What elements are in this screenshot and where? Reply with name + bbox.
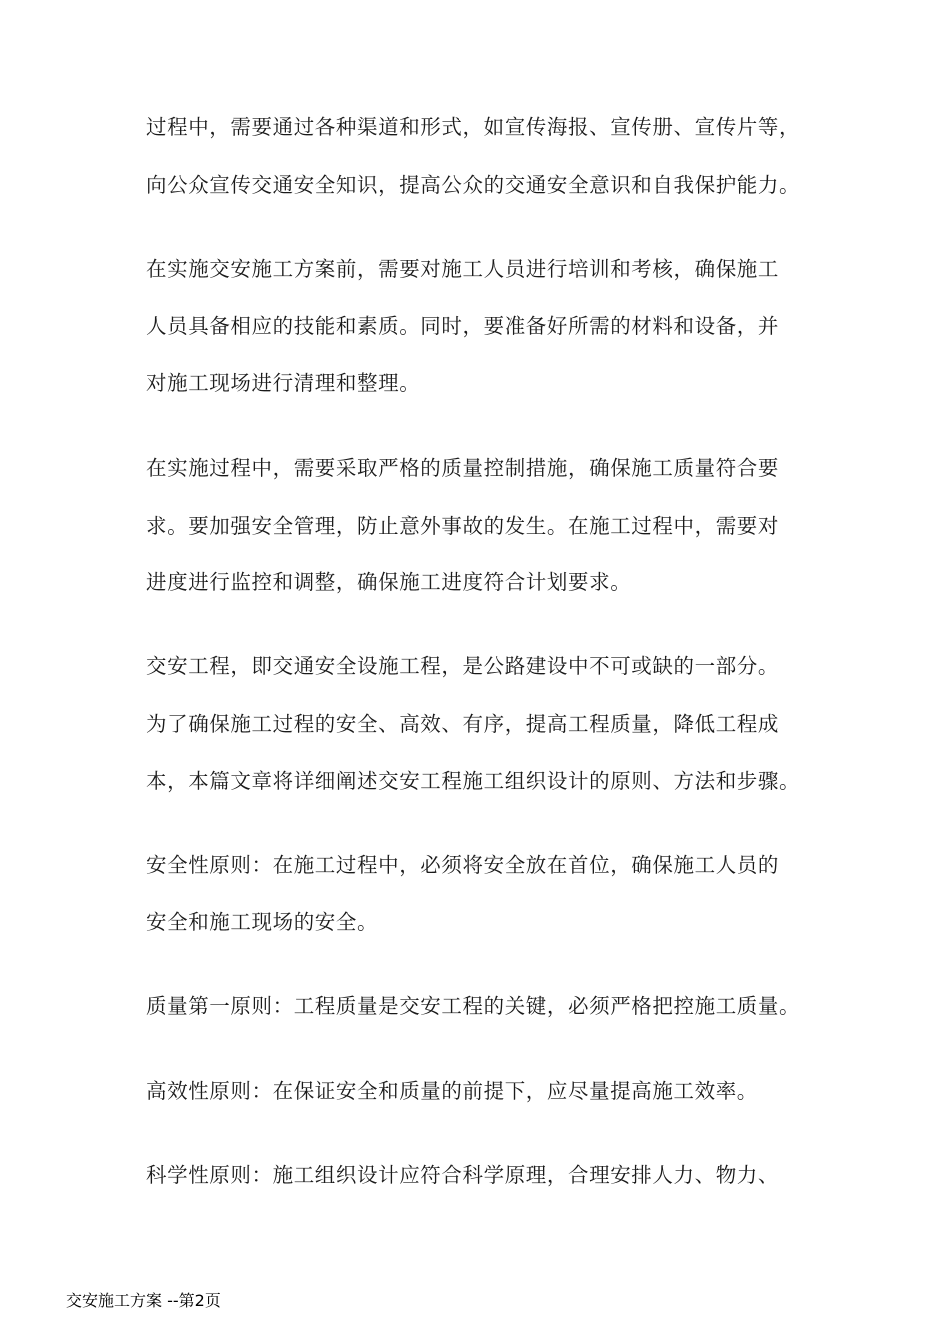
text-line: 人员具备相应的技能和素质。同时，要准备好所需的材料和设备，并 — [146, 314, 779, 338]
text-line: 为了确保施工过程的安全、高效、有序，提高工程质量，降低工程成 — [146, 712, 779, 736]
text-line: 交安工程，即交通安全设施工程，是公路建设中不可或缺的一部分。 — [146, 654, 779, 678]
text-line: 在实施交安施工方案前，需要对施工人员进行培训和考核，确保施工 — [146, 257, 779, 281]
text-line: 过程中，需要通过各种渠道和形式，如宣传海报、宣传册、宣传片等， — [146, 115, 801, 139]
text-line: 求。要加强安全管理，防止意外事故的发生。在施工过程中，需要对 — [146, 514, 779, 538]
text-line: 在实施过程中，需要采取严格的质量控制措施，确保施工质量符合要 — [146, 456, 779, 480]
text-line: 安全性原则：在施工过程中，必须将安全放在首位，确保施工人员的 — [146, 853, 779, 877]
text-line: 高效性原则：在保证安全和质量的前提下，应尽量提高施工效率。 — [146, 1079, 758, 1103]
page-footer: 交安施工方案 --第2页 — [66, 1291, 221, 1310]
text-line: 质量第一原则：工程质量是交安工程的关键，必须严格把控施工质量。 — [146, 994, 801, 1018]
text-line: 向公众宣传交通安全知识，提高公众的交通安全意识和自我保护能力。 — [146, 173, 801, 197]
text-line: 本，本篇文章将详细阐述交安工程施工组织设计的原则、方法和步骤。 — [146, 769, 801, 793]
text-line: 对施工现场进行清理和整理。 — [146, 371, 421, 395]
text-line: 进度进行监控和调整，确保施工进度符合计划要求。 — [146, 570, 632, 594]
text-line: 科学性原则：施工组织设计应符合科学原理，合理安排人力、物力、 — [146, 1163, 779, 1187]
text-line: 安全和施工现场的安全。 — [146, 910, 379, 934]
